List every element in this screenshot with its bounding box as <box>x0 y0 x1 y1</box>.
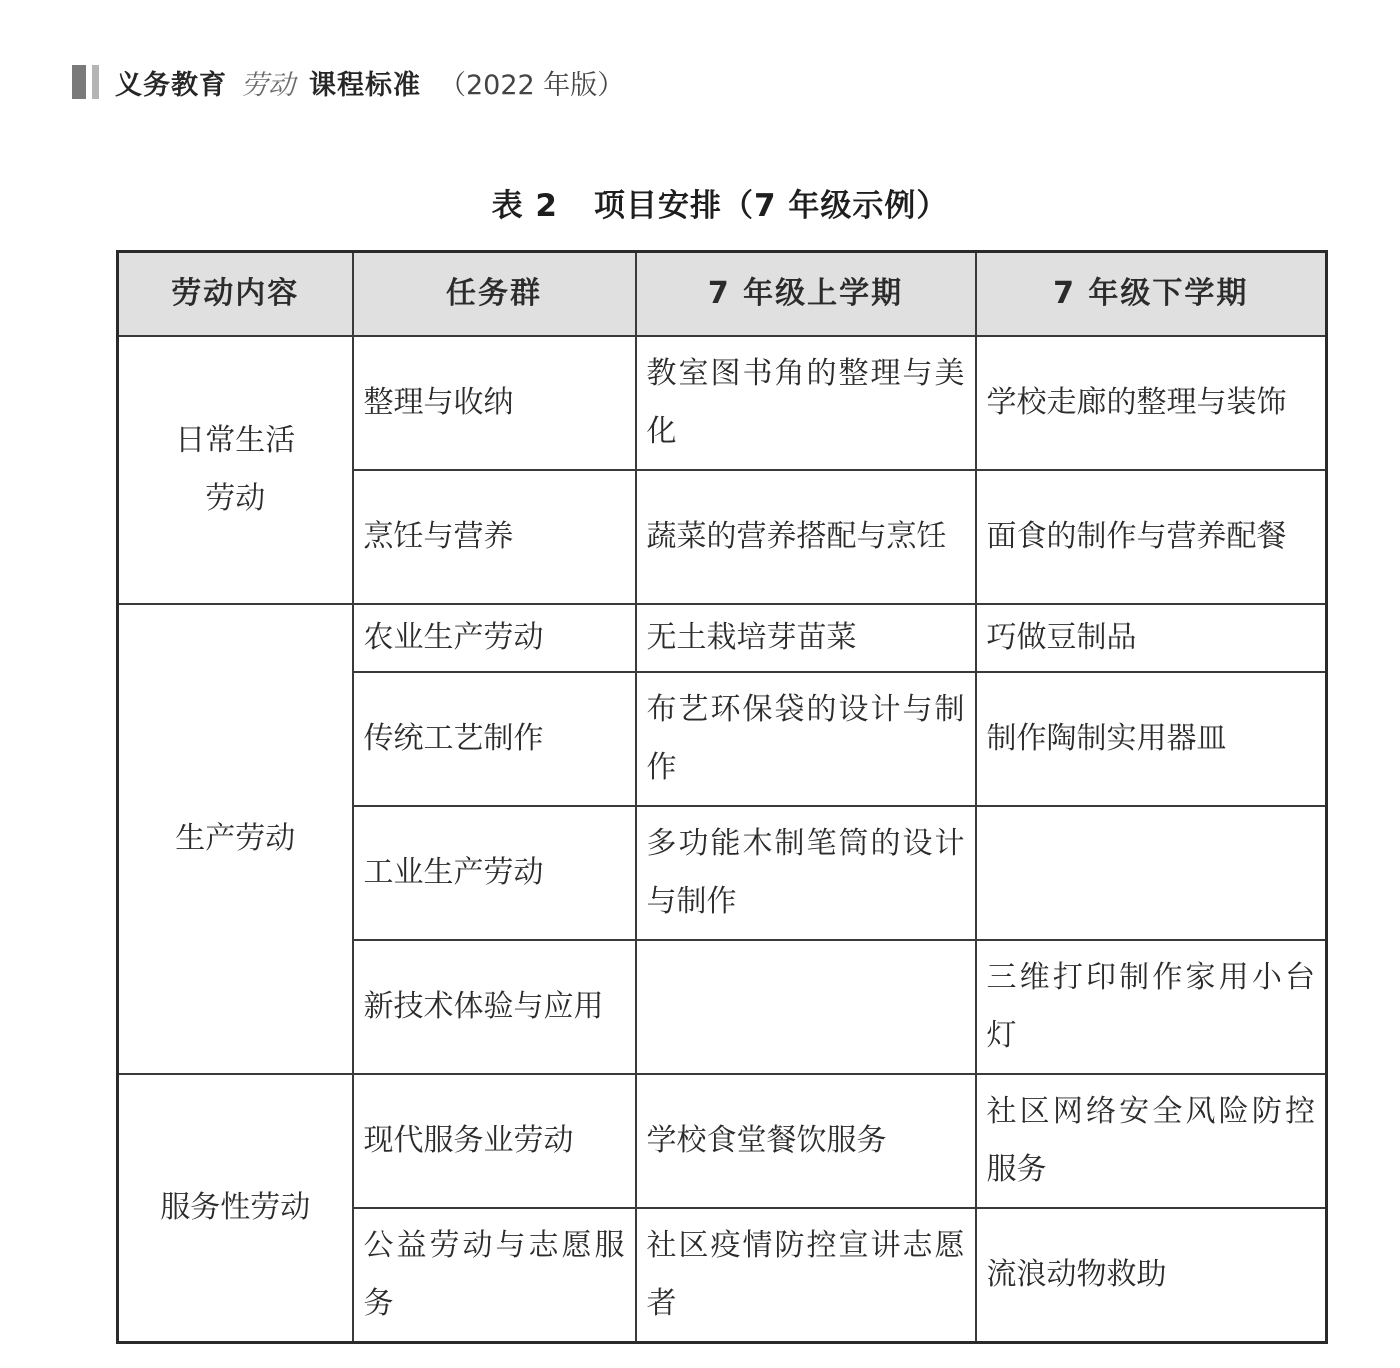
table-title <box>0 180 1400 225</box>
table-row <box>118 604 1327 672</box>
spring-cell: 三维打印制作家用小台灯 <box>976 940 1327 1074</box>
table-number: 表 2 <box>491 188 558 224</box>
category-cell: 服务性劳动 <box>118 1074 353 1343</box>
spring-cell: 面食的制作与营养配餐 <box>976 470 1327 604</box>
table-row <box>118 336 1327 470</box>
running-header <box>72 62 624 102</box>
fall-cell: 教室图书角的整理与美化 <box>636 336 976 470</box>
category-cell: 日常生活劳动 <box>118 336 353 604</box>
fall-cell: 无土栽培芽苗菜 <box>636 604 976 672</box>
category-cell: 生产劳动 <box>118 604 353 1074</box>
task-group-cell: 现代服务业劳动 <box>353 1074 636 1208</box>
task-group-cell: 整理与收纳 <box>353 336 636 470</box>
header-suffix: 课程标准 <box>309 69 421 101</box>
fall-cell: 社区疫情防控宣讲志愿者 <box>636 1208 976 1343</box>
table-header-row <box>118 252 1327 337</box>
header-task-group: 任务群 <box>353 252 636 337</box>
spring-cell: 学校走廊的整理与装饰 <box>976 336 1327 470</box>
header-labor-content: 劳动内容 <box>118 252 353 337</box>
task-group-cell: 新技术体验与应用 <box>353 940 636 1074</box>
task-group-cell: 公益劳动与志愿服务 <box>353 1208 636 1343</box>
spring-cell: 制作陶制实用器皿 <box>976 672 1327 806</box>
fall-cell: 多功能木制笔筒的设计与制作 <box>636 806 976 940</box>
header-prefix: 义务教育 <box>115 69 227 101</box>
spring-cell: 巧做豆制品 <box>976 604 1327 672</box>
header-bar-decoration <box>72 65 86 99</box>
spring-cell: 流浪动物救助 <box>976 1208 1327 1343</box>
spring-cell: 社区网络安全风险防控服务 <box>976 1074 1327 1208</box>
table-title-text: 项目安排（7 年级示例） <box>594 188 949 224</box>
task-group-cell: 烹饪与营养 <box>353 470 636 604</box>
fall-cell: 布艺环保袋的设计与制作 <box>636 672 976 806</box>
fall-cell: 学校食堂餐饮服务 <box>636 1074 976 1208</box>
spring-cell <box>976 806 1327 940</box>
fall-cell <box>636 940 976 1074</box>
header-bar-decoration-light <box>92 65 99 99</box>
task-group-cell: 传统工艺制作 <box>353 672 636 806</box>
table-row <box>118 1074 1327 1208</box>
fall-cell: 蔬菜的营养搭配与烹饪 <box>636 470 976 604</box>
header-grade7-spring: 7 年级下学期 <box>976 252 1327 337</box>
header-subject: 劳动 <box>241 69 295 101</box>
header-grade7-fall: 7 年级上学期 <box>636 252 976 337</box>
header-edition: （2022 年版） <box>439 69 625 101</box>
project-arrangement-table <box>116 250 1328 1344</box>
task-group-cell: 农业生产劳动 <box>353 604 636 672</box>
task-group-cell: 工业生产劳动 <box>353 806 636 940</box>
